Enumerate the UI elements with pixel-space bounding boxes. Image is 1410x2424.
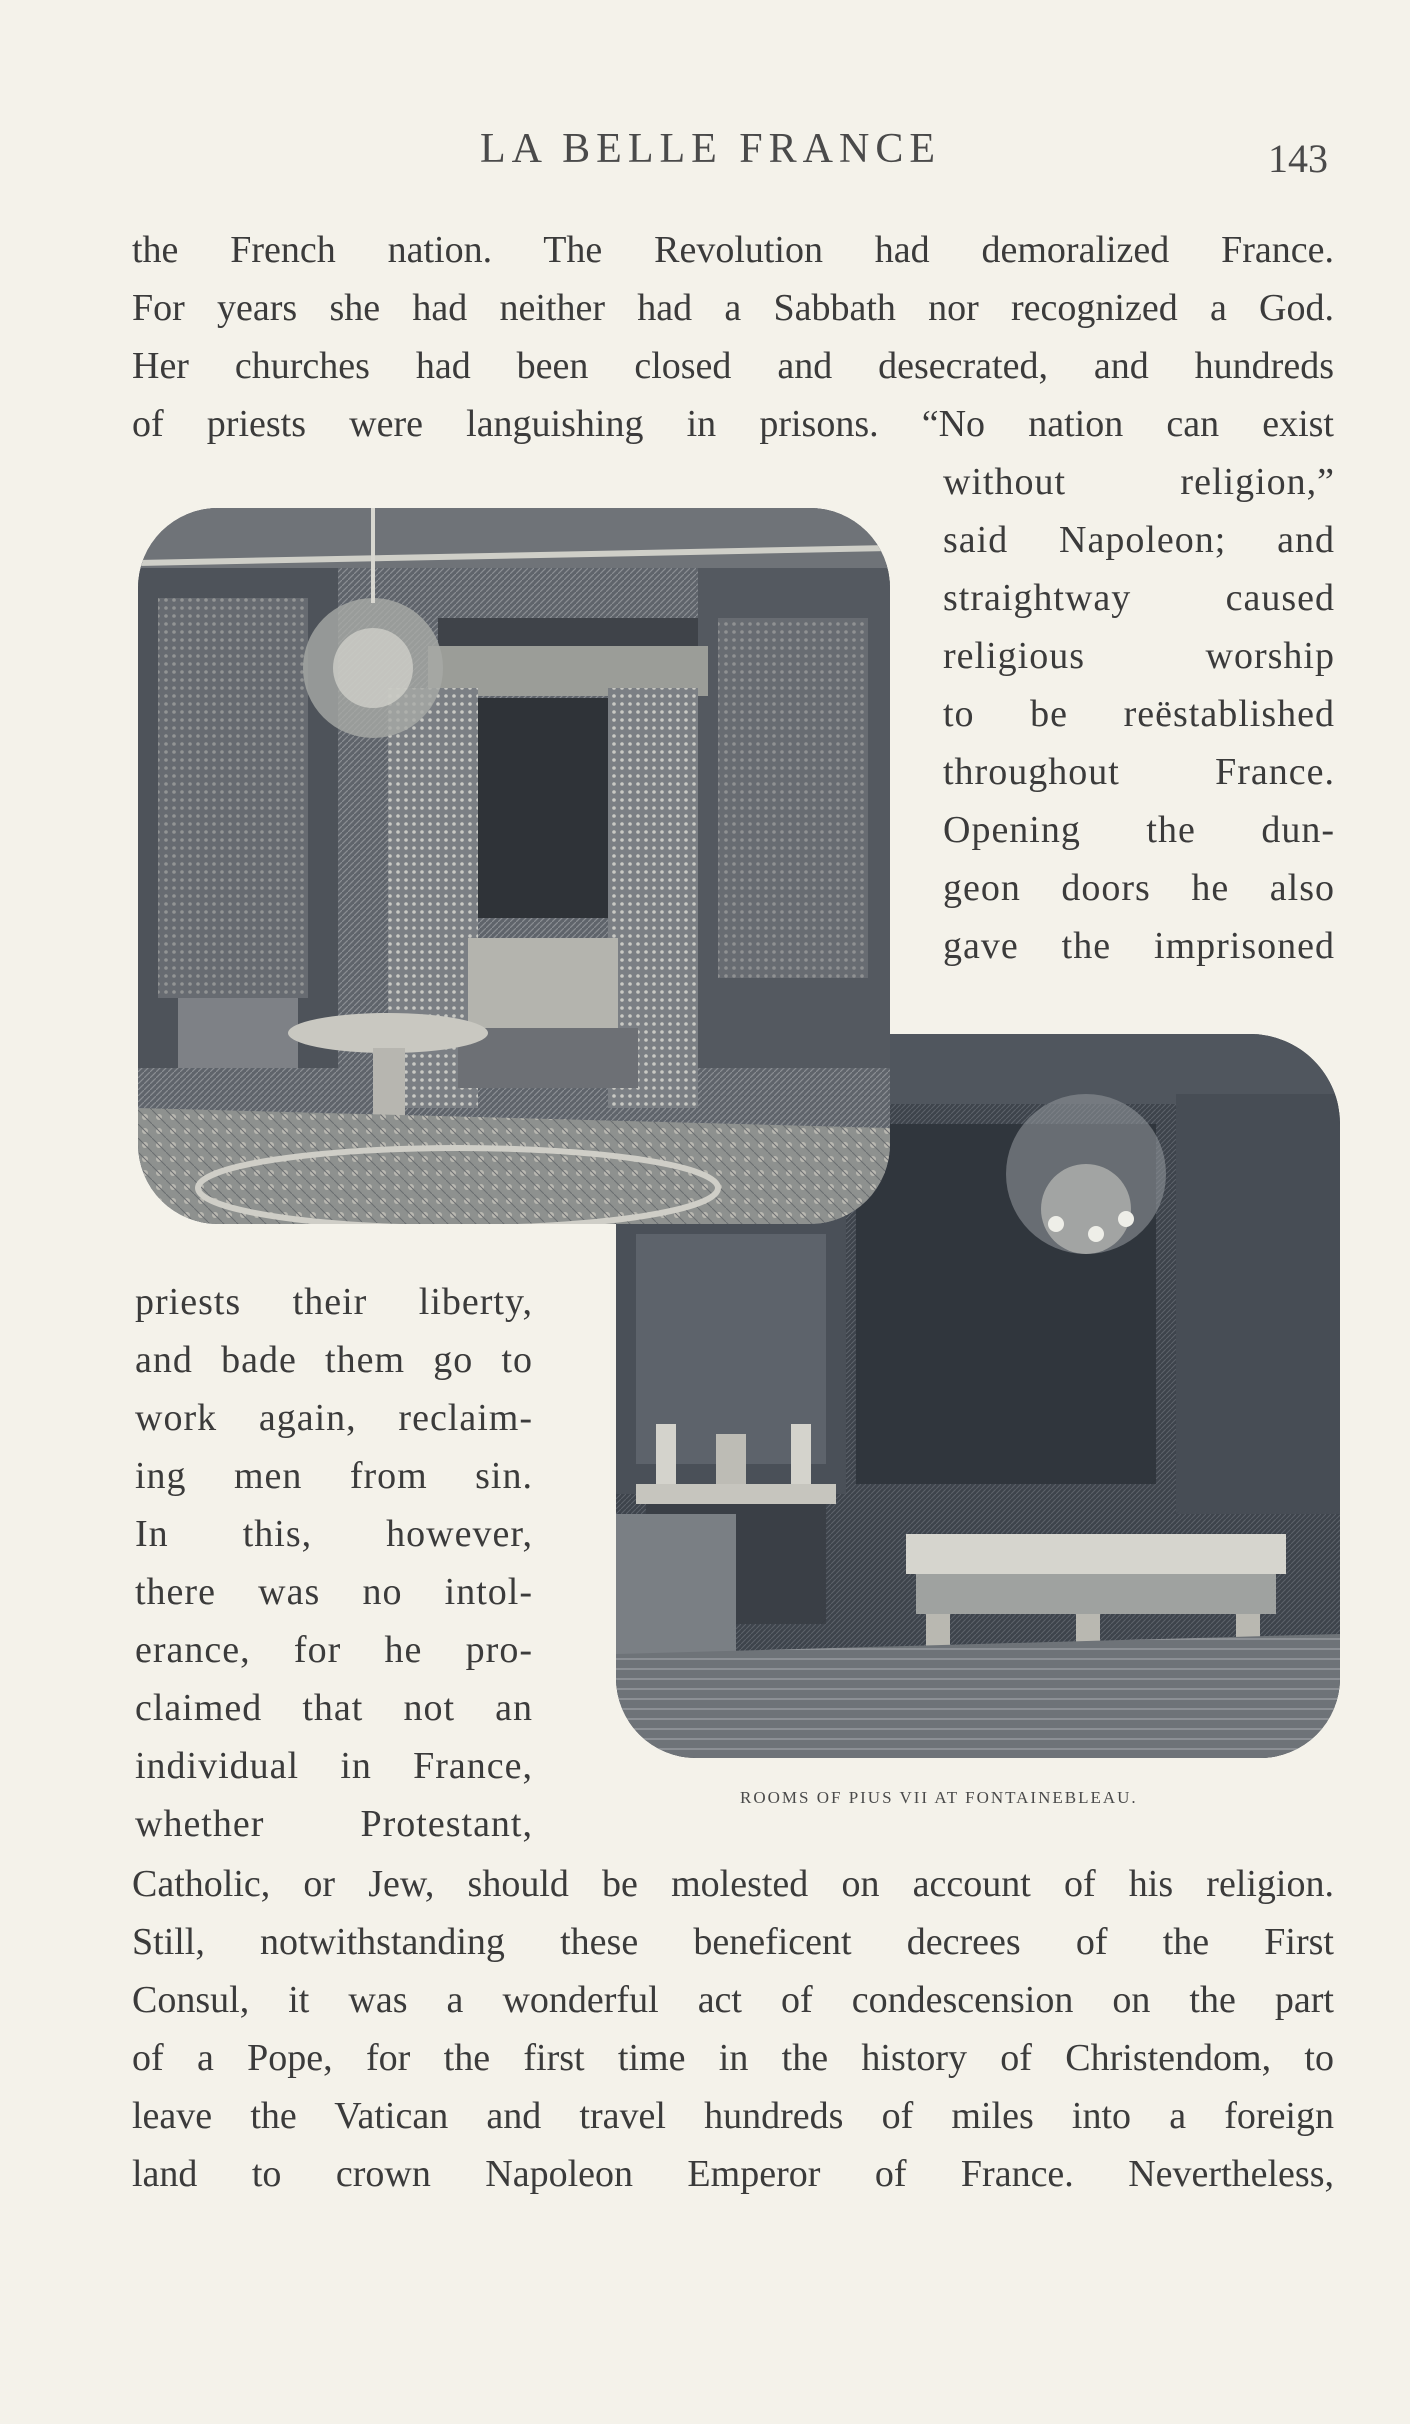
text-line-right-8: geon doors he also	[943, 867, 1335, 909]
bedroom-photo	[138, 508, 890, 1224]
text-line-left-5: In this, however,	[135, 1513, 533, 1555]
text-line-right-1: without religion,”	[943, 461, 1335, 503]
text-line-right-3: straightway caused	[943, 577, 1335, 619]
text-line-right-2: said Napoleon; and	[943, 519, 1335, 561]
text-line-left-4: ing men from sin.	[135, 1455, 533, 1497]
text-line-bottom-4: of a Pope, for the first time in the history of Christendom, to	[132, 2037, 1334, 2079]
text-line-bottom-5: leave the Vatican and travel hundreds of miles into a foreign	[132, 2095, 1334, 2137]
text-line-left-3: work again, reclaim-	[135, 1397, 533, 1439]
text-line-left-6: there was no intol-	[135, 1571, 533, 1613]
text-line-left-1: priests their liberty,	[135, 1281, 533, 1323]
running-title: LA BELLE FRANCE	[480, 126, 942, 172]
text-line-bottom-1: Catholic, or Jew, should be molested on account of his religion.	[132, 1863, 1334, 1905]
text-line-top-1: the French nation. The Revolution had demoralized France.	[132, 229, 1334, 271]
page-number: 143	[1268, 136, 1328, 181]
text-line-right-6: throughout France.	[943, 751, 1335, 793]
figure-caption: ROOMS OF PIUS VII AT FONTAINEBLEAU.	[740, 1788, 1138, 1807]
text-line-bottom-3: Consul, it was a wonderful act of condescension on the part	[132, 1979, 1334, 2021]
text-line-bottom-6: land to crown Napoleon Emperor of France. Nevertheless,	[132, 2153, 1334, 2195]
text-line-top-2: For years she had neither had a Sabbath nor recognized a God.	[132, 287, 1334, 329]
text-line-right-4: religious worship	[943, 635, 1335, 677]
text-line-right-9: gave the imprisoned	[943, 925, 1335, 967]
text-line-left-9: individual in France,	[135, 1745, 533, 1787]
text-line-right-7: Opening the dun-	[943, 809, 1335, 851]
text-line-left-7: erance, for he pro-	[135, 1629, 533, 1671]
text-line-left-2: and bade them go to	[135, 1339, 533, 1381]
text-line-left-8: claimed that not an	[135, 1687, 533, 1729]
text-line-left-10: whether Protestant,	[135, 1803, 533, 1845]
text-line-top-4: of priests were languishing in prisons. “No nation can exist	[132, 403, 1334, 445]
text-line-bottom-2: Still, notwithstanding these beneficent decrees of the First	[132, 1921, 1334, 1963]
text-line-top-3: Her churches had been closed and desecrated, and hundreds	[132, 345, 1334, 387]
text-line-right-5: to be reëstablished	[943, 693, 1335, 735]
